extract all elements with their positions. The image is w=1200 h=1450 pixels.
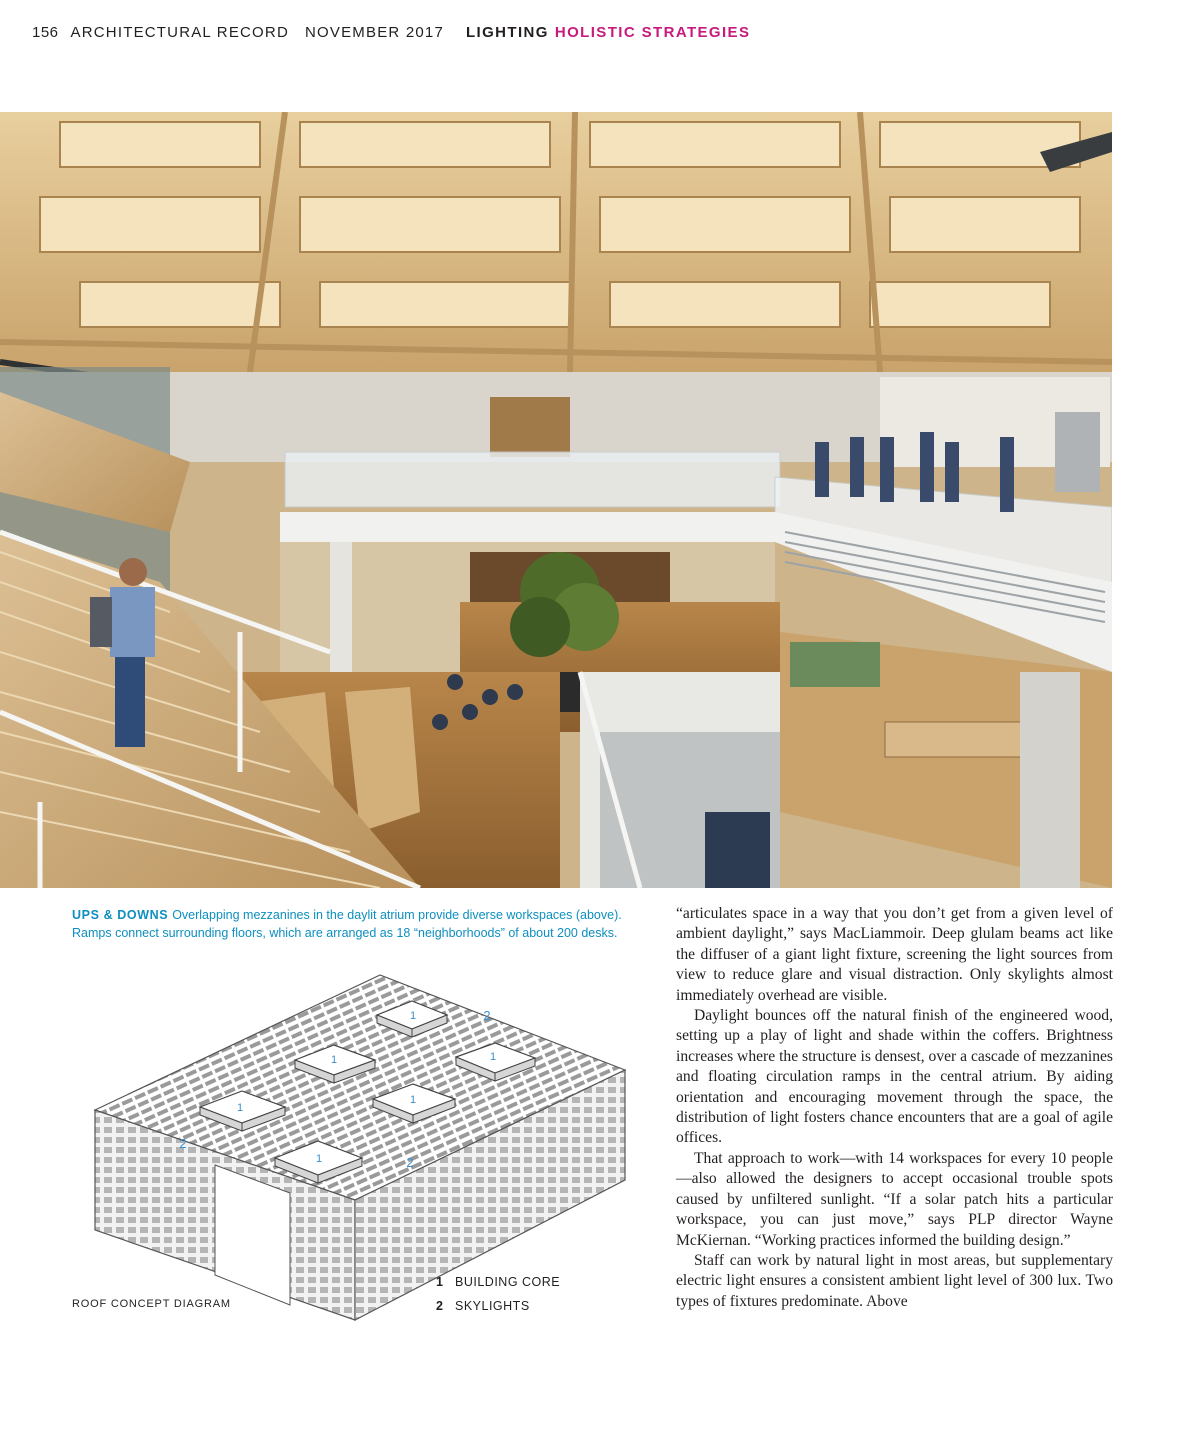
atrium-photo [0,112,1112,888]
article-body [676,904,1113,1312]
legend-number: 2 [436,1299,444,1313]
marker-skylight-3: 2 [406,1155,414,1170]
diagram-title: ROOF CONCEPT DIAGRAM [72,1298,231,1310]
publication-name: ARCHITECTURAL RECORD [70,24,289,41]
legend-item-building-core [436,1270,560,1294]
page-header [32,24,750,46]
caption-lead: UPS & DOWNS [72,908,169,922]
section-name: LIGHTING [465,24,549,41]
marker-core-1: 1 [409,1010,417,1022]
page-number: 156 [32,24,59,41]
legend-label: BUILDING CORE [455,1275,561,1289]
marker-skylight-2: 2 [179,1136,187,1151]
legend-item-skylights [436,1294,560,1318]
marker-skylight-1: 2 [483,1008,491,1023]
legend-number: 1 [436,1275,444,1289]
body-paragraph: That approach to work—with 14 workspaces for every 10 people—also allowed the designers to accept occasional trouble spots caused by unfiltered sunlight. “If a solar patch hits a particular workspace, you can just move,” says PLP director Wayne McKiernan. “Working practices informed the building design.” [676,1149,1113,1249]
photo-caption [72,906,652,942]
legend-label: SKYLIGHTS [455,1299,530,1313]
body-paragraph: “articulates space in a way that you don’t get from a given level of ambient daylight,” says MacLiammoir. Deep glulam beams act like the diffuser of a giant light fixture, screening the light sources from view to reduce glare and visual distraction. Only skylights almost immediately overhead are visible. [676,905,1113,1004]
marker-core-4: 1 [236,1102,244,1114]
marker-core-3: 1 [489,1051,497,1063]
caption-text: Overlapping mezzanines in the daylit atrium provide diverse workspaces (above). Ramps connect surrounding floors, which are arranged as 18 “neighborhoods” of about 200 desks. [72,908,622,940]
marker-core-6: 1 [315,1153,323,1165]
roof-concept-diagram [90,965,650,1325]
marker-core-5: 1 [409,1094,417,1106]
body-paragraph: Staff can work by natural light in most areas, but supplementary electric light ensures a consistent ambient light level of 300 lux. Two types of fixtures predominate. Above [676,1251,1113,1310]
issue-date: NOVEMBER 2017 [305,24,444,41]
subsection-name: HOLISTIC STRATEGIES [554,24,751,41]
body-paragraph: Daylight bounces off the natural finish of the engineered wood, setting up a play of light and shade within the coffers. Brightness increases where the structure is densest, over a cascade of mezzanines and floating circulation ramps in the central atrium. By aiding orientation and encouraging movement through the space, the distribution of light fosters chance encounters that are a goal of agile offices. [676,1007,1113,1147]
diagram-legend [436,1270,560,1318]
marker-core-2: 1 [330,1054,338,1066]
